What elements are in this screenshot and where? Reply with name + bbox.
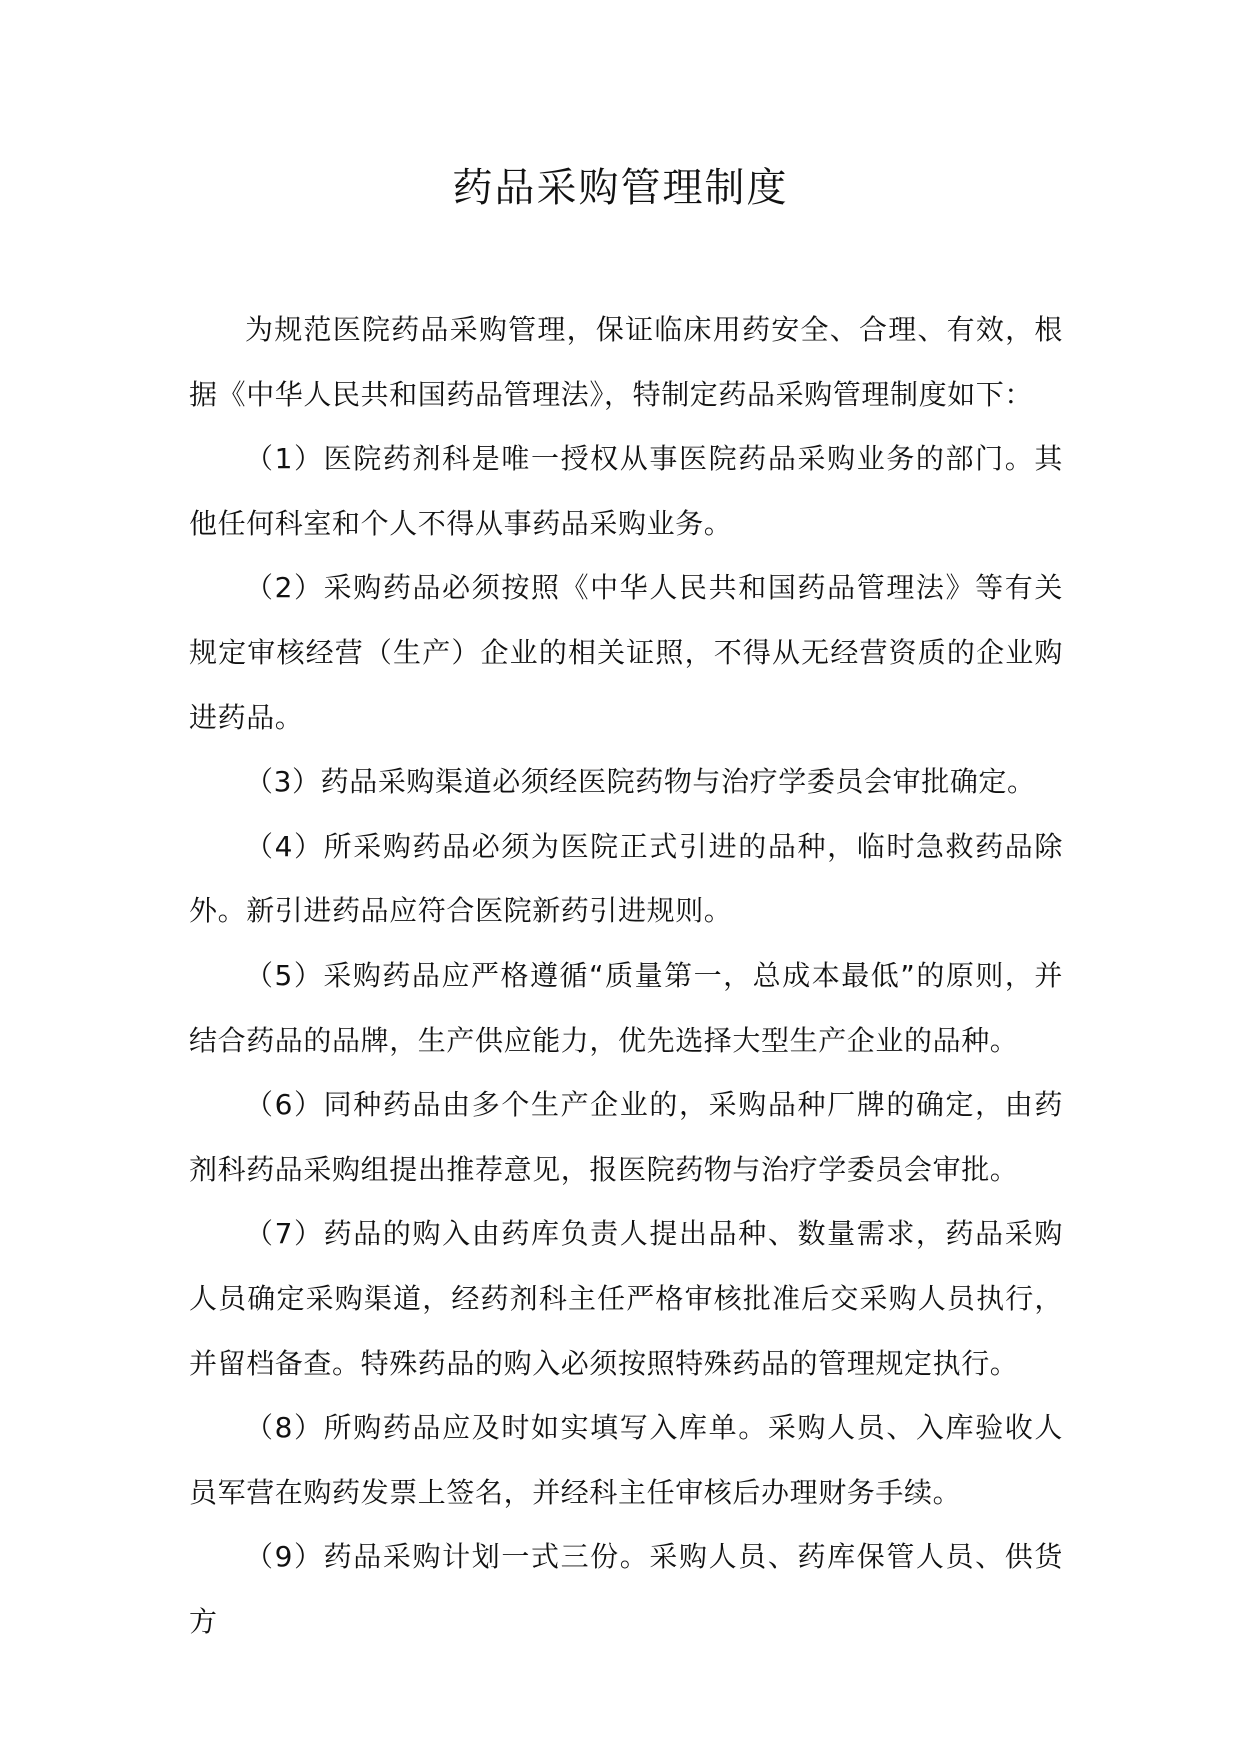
intro-paragraph: 为规范医院药品采购管理，保证临床用药安全、合理、有效，根据《中华人民共和国药品管理法》，特制定药品采购管理制度如下： — [189, 313, 1063, 411]
document-title: 药品采购管理制度 — [452, 165, 789, 211]
document-body — [189, 298, 1063, 1654]
clause-2: （2）采购药品必须按照《中华人民共和国药品管理法》等有关规定审核经营（生产）企业的相关证照，不得从无经营资质的企业购进药品。 — [189, 571, 1063, 734]
clause-6: （6）同种药品由多个生产企业的，采购品种厂牌的确定，由药剂科药品采购组提出推荐意见，报医院药物与治疗学委员会审批。 — [189, 1088, 1063, 1186]
clause-3: （3）药品采购渠道必须经医院药物与治疗学委员会审批确定。 — [245, 765, 1036, 799]
clause-4: （4）所采购药品必须为医院正式引进的品种，临时急救药品除外。新引进药品应符合医院新药引进规则。 — [189, 829, 1063, 928]
clause-8: （8）所购药品应及时如实填写入库单。采购人员、入库验收人员军营在购药发票上签名，并经科主任审核后办理财务手续。 — [189, 1411, 1063, 1509]
clause-1: （1）医院药剂科是唯一授权从事医院药品采购业务的部门。其他任何科室和个人不得从事药品采购业务。 — [189, 442, 1063, 540]
clause-7: （7）药品的购入由药库负责人提出品种、数量需求，药品采购人员确定采购渠道，经药剂科主任严格审核批准后交采购人员执行，并留档备查。特殊药品的购入必须按照特殊药品的管理规定执行。 — [189, 1217, 1063, 1380]
clause-9: （9）药品采购计划一式三份。采购人员、药库保管人员、供货方 — [189, 1540, 1063, 1638]
clause-5: （5）采购药品应严格遵循“质量第一，总成本最低”的原则，并结合药品的品牌，生产供应能力，优先选择大型生产企业的品种。 — [189, 958, 1063, 1057]
